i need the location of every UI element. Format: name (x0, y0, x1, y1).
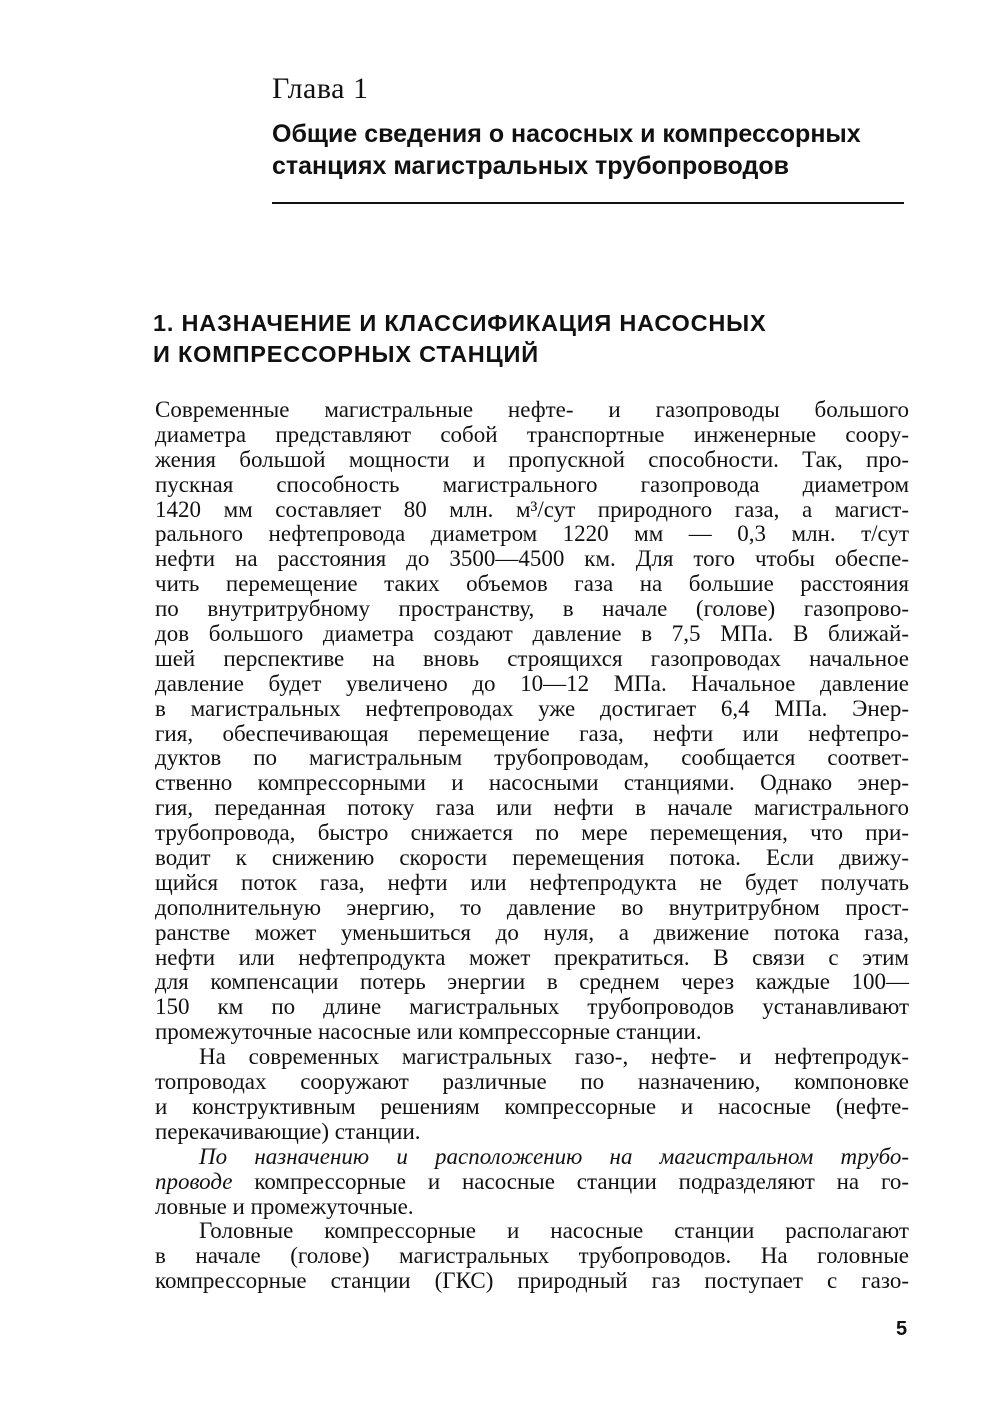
text-line: ственно компрессорными и насосными станциями. Однако энер- (155, 770, 909, 796)
italic-term: По назначению и расположению на магистральном трубо- (199, 1143, 909, 1169)
text-line: 1420 мм составляет 80 млн. м³/сут природного газа, а магист- (155, 496, 909, 522)
chapter-label: Глава 1 (272, 72, 369, 105)
text-line: перекачивающие) станции. (155, 1118, 421, 1144)
text-line: по внутритрубному пространству, в начале (голове) газопрово- (155, 596, 909, 622)
section-title-line: 1. НАЗНАЧЕНИЕ И КЛАССИФИКАЦИЯ НАСОСНЫХ (153, 310, 767, 336)
text-line: и конструктивным решениям компрессорные и насосные (нефте- (155, 1093, 909, 1119)
text-line: жения большой мощности и пропускной способности. Так, про- (155, 446, 909, 472)
text-line: 150 км по длине магистральных трубопроводов устанавливают (155, 994, 909, 1020)
text-line (155, 1145, 909, 1170)
text-line: в начале (голове) магистральных трубопроводов. На головные (155, 1243, 909, 1269)
text-line: диаметра представляют собой транспортные инженерные соору- (155, 421, 909, 447)
body-text (155, 398, 909, 1294)
section-title-line: И КОМПРЕССОРНЫХ СТАНЦИЙ (153, 341, 539, 367)
chapter-title-line: Общие сведения о насосных и компрессорных (272, 120, 861, 148)
text-line: для компенсации потерь энергии в среднем через каждые 100— (155, 969, 909, 995)
text-line: компрессорные станции (ГКС) природный газ поступает с газо- (155, 1268, 909, 1294)
chapter-title-line: станциях магистральных трубопроводов (272, 152, 789, 180)
text-line: На современных магистральных газо-, нефте- и нефтепродук- (199, 1044, 909, 1070)
text-line: Современные магистральные нефте- и газопроводы большого (155, 397, 909, 422)
text-line: нефти на расстояния до 3500—4500 км. Для того чтобы обеспе- (155, 546, 909, 572)
page-number: 5 (896, 1318, 908, 1340)
text-line: ловные и промежуточные. (155, 1193, 414, 1219)
text-line: дуктов по магистральным трубопроводам, сообщается соответ- (155, 745, 909, 771)
text-line (155, 1170, 909, 1195)
text-line: трубопровода, быстро снижается по мере перемещения, что при- (155, 820, 909, 846)
chapter-divider (272, 202, 904, 204)
text-line: дов большого диаметра создают давление в 7,5 МПа. В ближай- (155, 621, 909, 647)
italic-term: проводе (155, 1168, 233, 1194)
text-line: топроводах сооружают различные по назначению, компоновке (155, 1069, 909, 1095)
text-line: дополнительную энергию, то давление во внутритрубном прост- (155, 894, 909, 920)
text-line: чить перемещение таких объемов газа на большие расстояния (155, 571, 909, 597)
chapter-title (272, 118, 912, 182)
text-line: в магистральных нефтепроводах уже достигает 6,4 МПа. Энер- (155, 695, 909, 721)
text-line: щийся поток газа, нефти или нефтепродукта не будет получать (155, 869, 909, 895)
text-line: давление будет увеличено до 10—12 МПа. Начальное давление (155, 670, 909, 696)
text-line: шей перспективе на вновь строящихся газопроводах начальное (155, 645, 909, 671)
text-line: гия, переданная потоку газа или нефти в начале магистрального (155, 795, 909, 821)
text-line: Головные компрессорные и насосные станции располагают (199, 1218, 909, 1244)
text-line: рального нефтепровода диаметром 1220 мм — 0,3 млн. т/сут (155, 521, 909, 547)
text-line: гия, обеспечивающая перемещение газа, нефти или нефтепро- (155, 720, 909, 746)
text-fragment: компрессорные и насосные станции подразделяют на го- (232, 1168, 909, 1194)
text-line: водит к снижению скорости перемещения потока. Если движу- (155, 845, 909, 871)
text-line: ранстве может уменьшиться до нуля, а движение потока газа, (155, 919, 909, 945)
text-line: промежуточные насосные или компрессорные станции. (155, 1019, 702, 1045)
section-title (153, 308, 873, 370)
text-line: пускная способность магистрального газопровода диаметром (155, 471, 909, 497)
text-line: нефти или нефтепродукта может прекратиться. В связи с этим (155, 944, 909, 970)
